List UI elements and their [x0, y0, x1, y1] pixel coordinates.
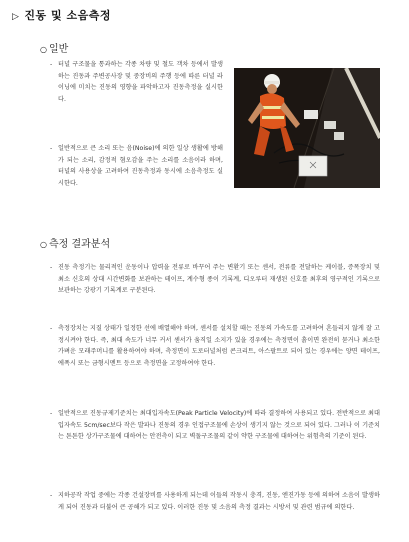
paragraph-text: 일반적으로 큰 소리 또는 음(Noise)에 의한 일상 생활에 방해가 되는 소리, 감정적 혐오감을 주는 소리를 소음이라 하며, 터널의 사용상을 고려하여 진동측정과 동시에 소음측정도 실시한다. — [58, 145, 223, 188]
paragraph-text: 진동 측정기는 물리적인 운동이나 압력을 전류로 바꾸어 주는 변환기 또는 센서, 전류를 전달하는 케이블, 증폭장치 및 최소 신호의 상대 시간변화를 보관하는 테이프, 계수형 종이 기록계, 디오루터 재생된 신호를 최후의 영구적인 기록으로 보관하는 강광기 기록계로 구분된다. — [58, 264, 380, 295]
section-heading-text: 측정 결과분석 — [48, 239, 111, 250]
section-heading-text: 일반 — [48, 44, 69, 55]
dash-bullet: - — [50, 492, 53, 499]
dash-bullet: - — [50, 410, 53, 417]
dash-bullet: - — [50, 61, 53, 68]
section-heading-results — [40, 235, 110, 250]
result-paragraph-3 — [50, 408, 380, 443]
paragraph-text: 측정장치는 지질 상태가 일정한 선에 배열해야 하며, 센서를 설치할 때는 진동의 가속도를 고려하여 흔들리지 않게 잘 고정시켜야 한다. 즉, 최대 속도가 너무 커서 센서가 움직일 소지가 있을 경우에는 측정면이 흙이면 완전히 묻거나 최소한 가벼운 모래주머니를 활용하여야 하며, 측정면이 도로터널처럼 콘크리트, 아스팔트로 되어 있는 경우에는 양면 테이프, 에폭시 또는 금형시멘트 등으로 측정면을 고정하여야 한다. — [58, 325, 380, 368]
page-title-text: 진동 및 소음측정 — [24, 9, 111, 22]
result-paragraph-4 — [50, 490, 380, 513]
section-heading-overview — [40, 40, 68, 55]
photo-illustration — [234, 68, 380, 188]
overview-paragraph-2 — [50, 143, 223, 190]
circle-bullet-icon: ○ — [40, 45, 47, 54]
result-paragraph-1 — [50, 262, 380, 297]
page-title — [12, 7, 111, 23]
overview-paragraph-1 — [50, 59, 223, 106]
paragraph-text: 지하공작 작업 중에는 각종 건설장비를 사용하게 되는데 이들의 작동시 충격, 진동, 엔진가동 등에 의하여 소음이 발생하게 되어 진동과 더불어 큰 공해가 되고 있다. 이러한 진동 및 소음의 측정 결과는 시방서 및 관련 범규에 의한다. — [58, 492, 380, 511]
paragraph-text: 터널 구조물을 통과하는 각종 차량 및 철도 객차 등에서 발생하는 진동과 주변공사장 및 중장비의 주행 등에 따른 터널 라이닝에 미치는 진동의 영향을 파악하고자 진동측정을 실시한다. — [58, 61, 223, 104]
dash-bullet: - — [50, 145, 53, 152]
dash-bullet: - — [50, 264, 53, 271]
dash-bullet: - — [50, 325, 53, 332]
result-paragraph-2 — [50, 323, 380, 370]
title-arrow-icon: ▷ — [12, 12, 20, 22]
paragraph-text: 일반적으로 진동규제기준치는 최대입자속도(Peak Particle Velocity)에 따라 결정하여 사용되고 있다. 전반적으로 최대입자속도 5cm/sec보다 작은 발파나 진동의 경우 인접구조물에 손상이 생기지 않는 것으로 되어 있다. 그러나 이 기준치는 튼튼한 상가구조물에 대하여는 안전측이 되고 벽돌구조물의 같이 약한 구조물에 대하여는 위험측의 기준이 된다. — [58, 410, 380, 441]
worker-measuring-photo — [234, 68, 380, 188]
circle-bullet-icon: ○ — [40, 240, 47, 249]
